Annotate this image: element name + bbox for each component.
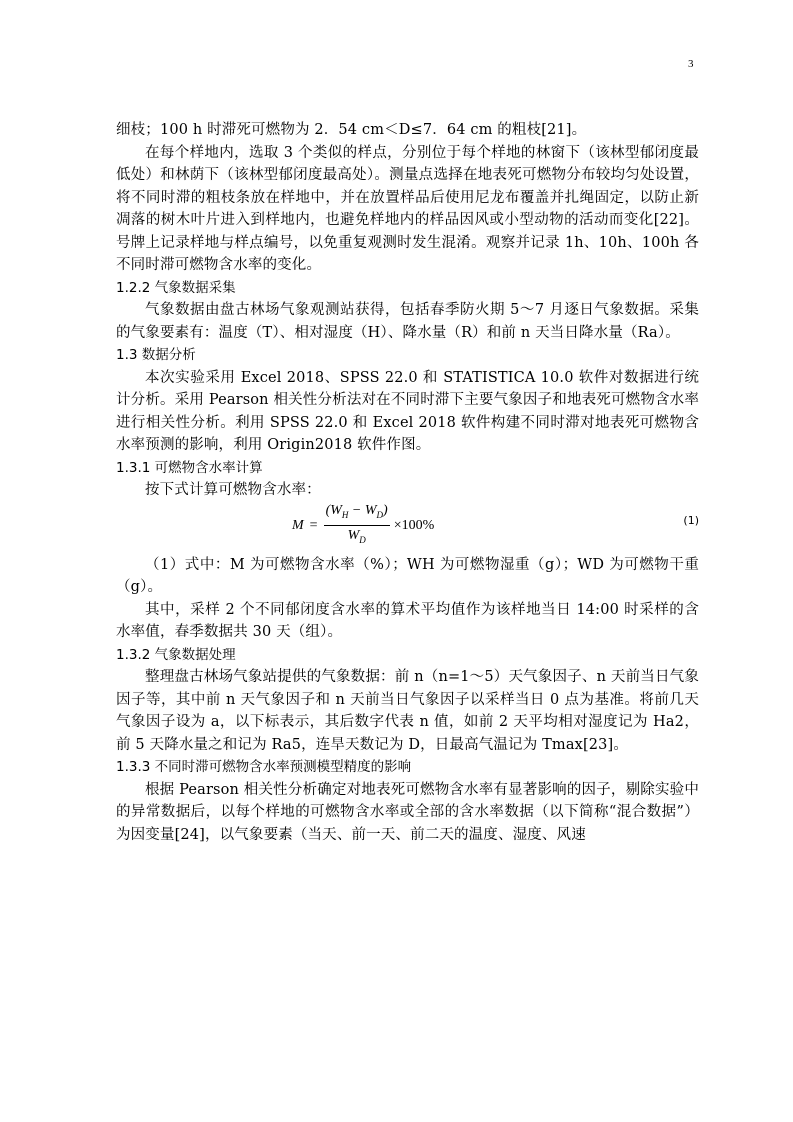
formula-fraction (324, 502, 390, 549)
formula-lhs: M (292, 517, 304, 533)
formula-times-percent: ×100% (393, 517, 435, 533)
subscript-h: H (341, 510, 349, 520)
section-heading: 1.3.1 可燃物含水率计算 (116, 459, 263, 476)
paragraph: 在每个样地内，选取 3 个类似的样点，分别位于每个样地的林窗下（该林型郁闭度最低处）和林荫下（该林型郁闭度最高处）。测量点选择在地表死可燃物分布较均匀处设置，将不同时滞的粗枝条放在样地中，并在放置样品后使用尼龙布覆盖并扎绳固定，以防止新凋落的树木叶片进入到样地内，也避免样地内的样品因风或小型动物的活动而变化[22]。号牌上记录样地与样点编号，以免重复观测时发生混淆。观察并记录 1h、10h、100h 各不同时滞可燃物含水率的变化。 (116, 144, 699, 273)
formula-denominator (348, 526, 366, 549)
section-heading: 1.3.2 气象数据处理 (116, 646, 236, 663)
paren-close: ) (383, 503, 388, 519)
var-w: W (330, 503, 342, 519)
paragraph: 细枝；100 h 时滞死可燃物为 2．54 cm＜D≤7．64 cm 的粗枝[21]。 (116, 122, 587, 138)
var-w: W (364, 503, 377, 519)
paren-open: ( (325, 503, 331, 519)
subscript-d: D (359, 534, 366, 545)
paragraph: 其中，采样 2 个不同郁闭度含水率的算术平均值作为该样地当日 14:00 时采样的含水率值，春季数据共 30 天（组）。 (116, 601, 699, 640)
paragraph: 根据 Pearson 相关性分析确定对地表死可燃物含水率有显著影响的因子，剔除实验中的异常数据后，以每个样地的可燃物含水率或全部的含水率数据（以下简称“混合数据”）为因变量[24]，以气象要素（当天、前一天、前二天的温度、湿度、风速 (116, 781, 699, 843)
subscript-d: D (376, 510, 384, 520)
moisture-content-formula (292, 503, 435, 546)
section-heading: 1.2.2 气象数据采集 (116, 279, 236, 296)
paragraph: 本次实验采用 Excel 2018、SPSS 22.0 和 STATISTICA 10.0 软件对数据进行统计分析。采用 Pearson 相关性分析法对在不同时滞下主要气象因子和地表死可燃物含水率进行相关性分析。利用 SPSS 22.0 和 Excel 2018 软件构建不同时滞对地表死可燃物含水率预测的影响，利用 Origin2018 软件作图。 (116, 369, 699, 453)
formula-numerator (324, 502, 390, 526)
minus-sign: − (348, 503, 365, 519)
section-heading: 1.3 数据分析 (116, 347, 196, 363)
page-number: 3 (688, 58, 694, 70)
paper-body (116, 119, 699, 846)
section-heading: 1.3.3 不同时滞可燃物含水率预测模型精度的影响 (116, 759, 412, 775)
equation-number: (1) (683, 513, 699, 527)
var-w: W (347, 528, 360, 543)
formula-equals: = (309, 517, 318, 533)
equation-1 (116, 504, 699, 548)
paragraph: （1）式中：M 为可燃物含水率（%）；WH 为可燃物湿重（g）；WD 为可燃物干重（g）。 (116, 556, 699, 595)
paragraph: 按下式计算可燃物含水率： (145, 482, 321, 498)
paragraph: 整理盘古林场气象站提供的气象数据：前 n（n=1～5）天气象因子、n 天前当日气象因子等，其中前 n 天气象因子和 n 天前当日气象因子以采样当日 0 点为基准。将前几天气象因子设为 a，以下标表示，其后数字代表 n 值，如前 2 天平均相对湿度记为 Ha2，前 5 天降水量之和记为 Ra5，连旱天数记为 D，日最高气温记为 Tmax[23]。 (116, 669, 699, 753)
paragraph: 气象数据由盘古林场气象观测站获得，包括春季防火期 5～7 月逐日气象数据。采集的气象要素有：温度（T）、相对湿度（H）、降水量（R）和前 n 天当日降水量（Ra）。 (116, 302, 699, 341)
